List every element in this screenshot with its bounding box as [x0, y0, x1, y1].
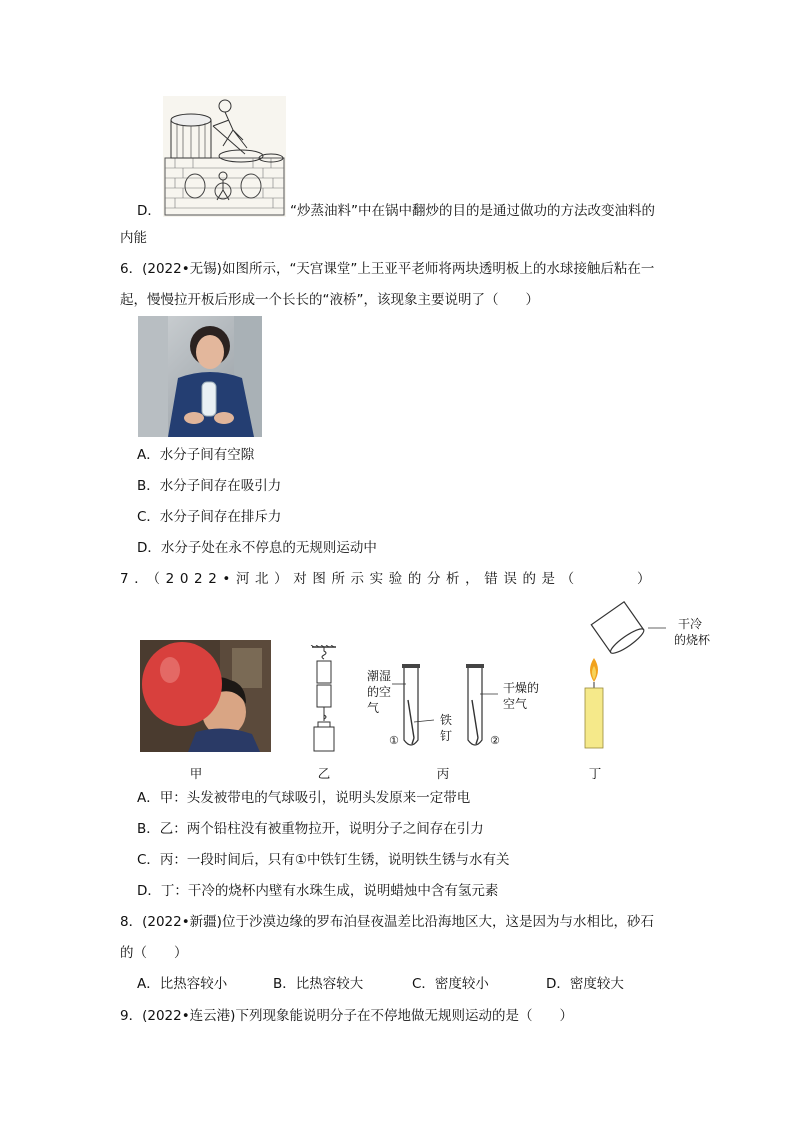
balloon-hair-photo: [140, 640, 271, 752]
q6-option-c: C．水分子间存在排斥力: [137, 509, 282, 525]
iron-nail-label: 铁 钉: [440, 713, 453, 743]
liquid-bridge-photo: [138, 316, 262, 437]
wet-air-label: 潮湿 的空 气: [367, 669, 392, 715]
q8-option-b: B．比热容较大: [273, 976, 364, 992]
fig-label-ding: 丁: [588, 766, 602, 781]
q7-stem: 7．（2022•河北）对图所示实验的分析，错误的是（ ）: [120, 571, 657, 587]
q7-option-a: A．甲：头发被带电的气球吸引，说明头发原来一定带电: [137, 790, 471, 806]
lead-cylinders-figure: [306, 645, 342, 753]
q8-option-d: D．密度较大: [546, 976, 624, 992]
fig-label-yi: 乙: [317, 766, 331, 781]
q5-option-d-letter: D．: [137, 203, 161, 219]
tube1-marker: ①: [389, 734, 399, 747]
fig-label-bing: 丙: [436, 766, 450, 781]
q7-option-b: B．乙：两个铅柱没有被重物拉开，说明分子之间存在引力: [137, 821, 484, 837]
q6-stem-line1: 6．(2022•无锡)如图所示，“天宫课堂”上王亚平老师将两块透明板上的水球接触后粘在一: [120, 261, 655, 277]
fig-label-jia: 甲: [189, 766, 203, 781]
q8-option-a: A．比热容较小: [137, 976, 228, 992]
q7-option-d: D．丁：干冷的烧杯内壁有水珠生成，说明蜡烛中含有氢元素: [137, 883, 499, 899]
q6-option-b: B．水分子间存在吸引力: [137, 478, 282, 494]
oil-frying-figure: [163, 96, 286, 217]
q5-option-d-text: “炒蒸油料”中在锅中翻炒的目的是通过做功的方法改变油料的: [290, 203, 655, 219]
q7-option-c: C．丙：一段时间后，只有①中铁钉生锈，说明铁生锈与水有关: [137, 852, 510, 868]
tube2-marker: ②: [490, 734, 500, 747]
q5-option-d-continued: 内能: [120, 230, 147, 246]
q8-stem-line1: 8．(2022•新疆)位于沙漠边缘的罗布泊昼夜温差比沿海地区大，这是因为与水相比，砂石: [120, 914, 654, 930]
dry-air-label: 干燥的 空气: [503, 681, 540, 711]
q6-stem-line2: 起，慢慢拉开板后形成一个长长的“液桥”，该现象主要说明了（ ）: [120, 292, 539, 308]
cold-beaker-label: 干冷 的烧杯: [674, 617, 711, 647]
q6-option-a: A．水分子间有空隙: [137, 447, 255, 463]
q8-option-c: C．密度较小: [412, 976, 489, 992]
q9-stem: 9．(2022•连云港)下列现象能说明分子在不停地做无规则运动的是（ ）: [120, 1008, 573, 1024]
q6-option-d: D．水分子处在永不停息的无规则运动中: [137, 540, 377, 556]
candle-beaker-figure: [580, 598, 670, 754]
q8-stem-line2: 的（ ）: [120, 945, 188, 961]
